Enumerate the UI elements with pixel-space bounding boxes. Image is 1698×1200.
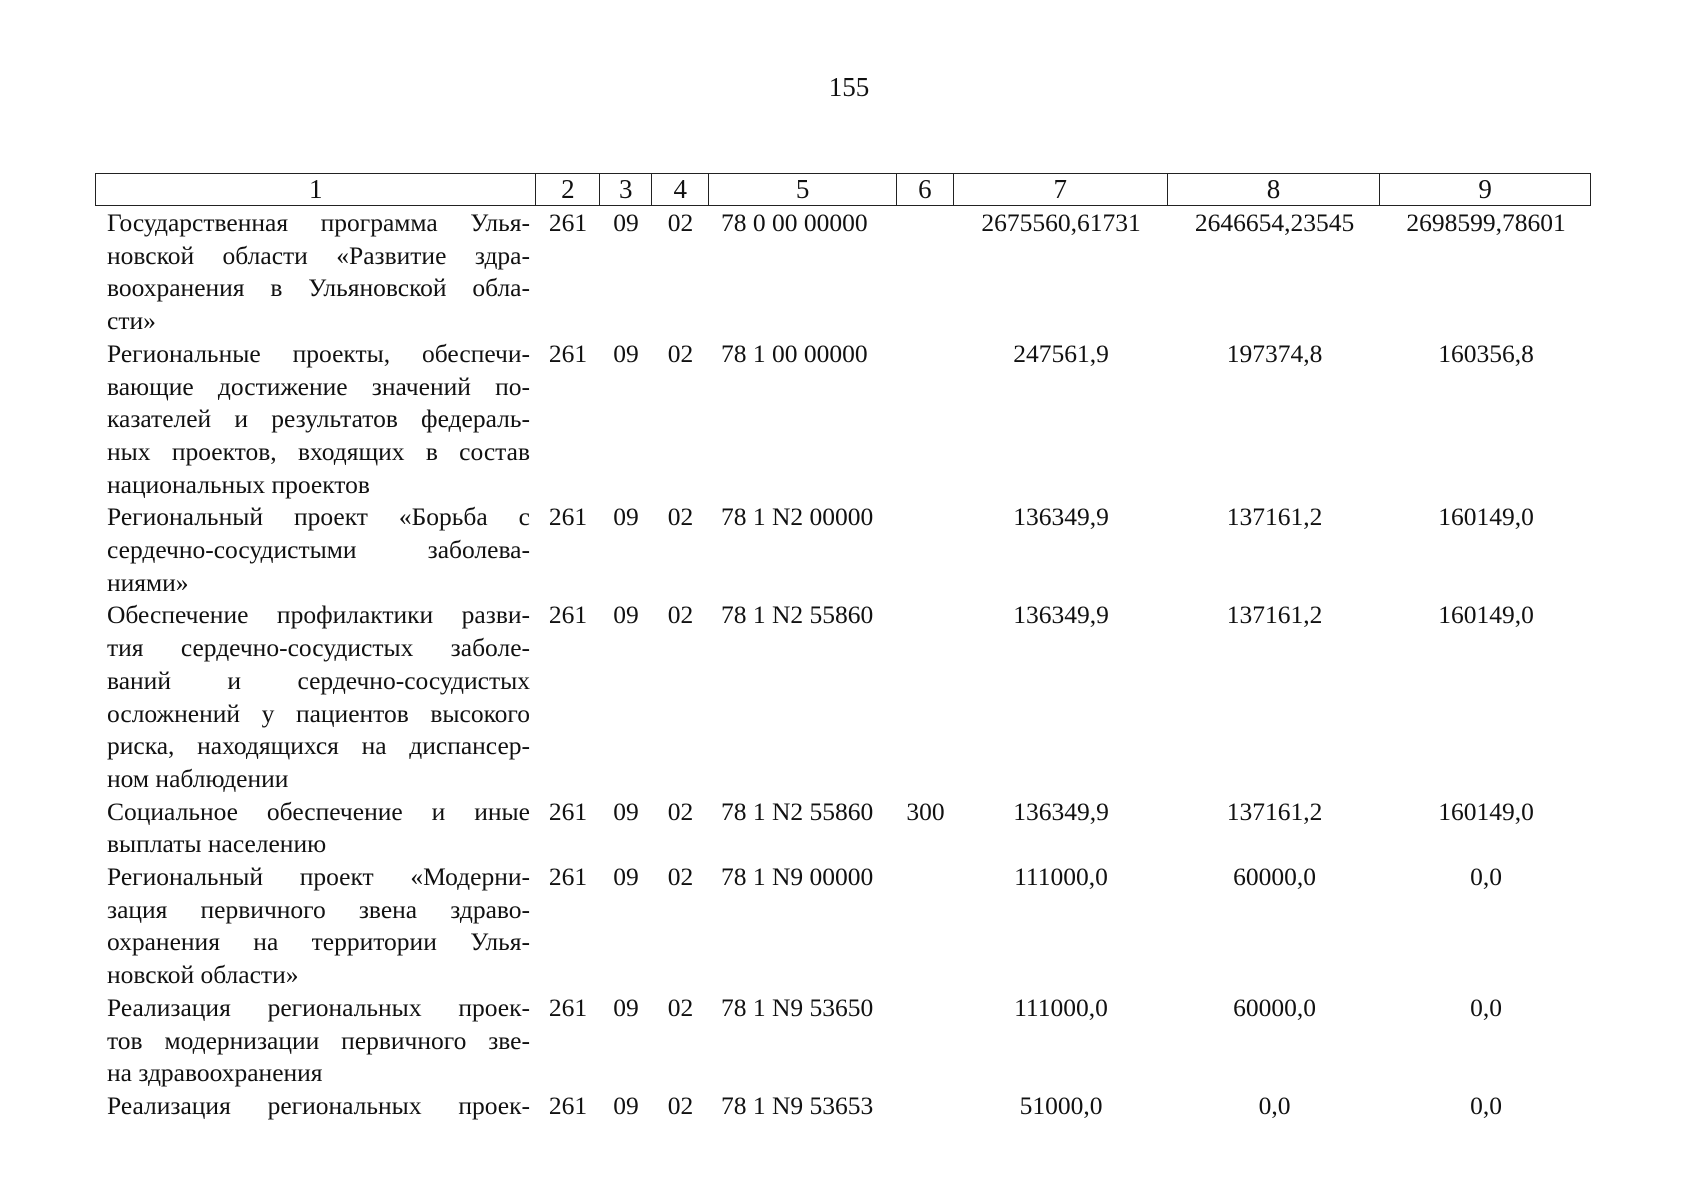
cell-gr: 261 [548,862,588,892]
cell-amount-3: 160149,0 [1438,502,1534,532]
cell-amount-3: 160149,0 [1438,796,1534,826]
cell-vr [897,599,954,795]
table-row [95,861,1591,992]
cell-amount-3: 160149,0 [1438,600,1534,630]
cell-amount-1: 2675560,61731 [981,208,1141,237]
cell-vr [897,992,954,1090]
cell-amount-2: 60000,0 [1233,992,1316,1022]
cell-rz: 09 [613,862,639,892]
cell-csr: 78 0 00 00000 [721,208,868,237]
cell-amount-2: 2646654,23545 [1194,208,1355,237]
row-name-line: сти» [107,306,156,336]
cell-amount-1: 111000,0 [1014,862,1108,892]
row-name-line: ниями» [107,567,189,597]
header-col-6: 6 [897,174,954,205]
row-name-line: новской области «Развитие здра- [107,240,530,270]
cell-gr: 261 [548,338,588,368]
cell-amount-2: 0,0 [1258,1090,1291,1120]
table-row [95,1090,1591,1123]
cell-amount-1: 111000,0 [1014,992,1108,1022]
row-name-line: сердечно-сосудистыми заболева- [107,535,530,565]
row-name-line: зация первичного звена здраво- [107,894,530,924]
cell-pr: 02 [667,796,694,826]
cell-gr: 261 [548,208,588,237]
table-row [95,501,1591,599]
row-name-line: осложнений у пациентов высокого [107,698,530,728]
row-name-line: вающие достижение значений по- [107,371,530,401]
cell-amount-2: 137161,2 [1226,796,1323,826]
cell-pr: 02 [667,502,694,532]
table-row [95,207,1591,338]
row-name-line: на здравоохранения [107,1058,323,1088]
cell-csr: 78 1 N9 53653 [721,1090,874,1120]
cell-amount-1: 136349,9 [1013,502,1109,532]
row-name-line: Обеспечение профилактики разви- [107,600,530,630]
row-name-line: Региональный проект «Модерни- [107,862,530,892]
cell-vr [897,338,954,502]
cell-rz: 09 [613,502,639,532]
cell-pr: 02 [667,992,694,1022]
cell-amount-2: 137161,2 [1226,600,1323,630]
row-name-line: воохранения в Ульяновской обла- [107,273,530,303]
cell-gr: 261 [548,992,588,1022]
cell-amount-3: 0,0 [1470,862,1502,892]
header-col-1: 1 [96,174,536,205]
cell-rz: 09 [613,1090,639,1120]
row-name [95,992,536,1090]
row-name-line: охранения на территории Улья- [107,927,530,957]
cell-amount-3: 2698599,78601 [1406,208,1566,237]
table-header [95,173,1591,206]
table-body [95,207,1591,1123]
cell-csr: 78 1 N2 00000 [721,502,874,532]
row-name-line: казателей и результатов федераль- [107,404,530,434]
row-name-line: выплаты населению [107,829,327,859]
row-name-line: ных проектов, входящих в состав [107,436,530,466]
row-name-line: риска, находящихся на диспансер- [107,731,530,761]
page-number: 155 [828,72,870,102]
cell-pr: 02 [667,338,694,368]
cell-vr [897,861,954,992]
table-row [95,599,1591,795]
cell-amount-1: 136349,9 [1013,600,1109,630]
cell-pr: 02 [667,1090,694,1120]
cell-csr: 78 1 N9 00000 [721,862,874,892]
header-col-3: 3 [600,174,652,205]
row-name-line: Государственная программа Улья- [107,208,530,237]
cell-gr: 261 [548,502,588,532]
cell-vr [897,501,954,599]
header-col-7: 7 [954,174,1168,205]
cell-vr [897,207,954,338]
cell-csr: 78 1 N9 53650 [721,992,874,1022]
row-name [95,861,536,992]
cell-rz: 09 [613,338,639,368]
cell-csr: 78 1 N2 55860 [721,796,874,826]
row-name [95,599,536,795]
cell-rz: 09 [613,992,639,1022]
cell-amount-2: 60000,0 [1233,862,1316,892]
cell-csr: 78 1 00 00000 [721,338,868,368]
row-name-line: Реализация региональных проек- [107,1090,530,1120]
cell-amount-1: 136349,9 [1013,796,1109,826]
cell-amount-1: 247561,9 [1013,338,1109,368]
row-name-line: тов модернизации первичного зве- [107,1025,530,1055]
row-name [95,501,536,599]
cell-gr: 261 [548,600,588,630]
row-name-line: Социальное обеспечение и иные [107,796,530,826]
cell-amount-2: 137161,2 [1226,502,1323,532]
cell-rz: 09 [613,600,639,630]
header-col-5: 5 [709,174,897,205]
cell-amount-2: 197374,8 [1226,338,1323,368]
cell-vr: 300 [906,796,945,826]
row-name-line: новской области» [107,960,299,990]
row-name [95,207,536,338]
row-name [95,796,536,861]
row-name-line: Реализация региональных проек- [107,992,530,1022]
row-name [95,338,536,502]
cell-pr: 02 [667,600,694,630]
header-col-9: 9 [1478,174,1492,204]
table-row [95,338,1591,502]
cell-pr: 02 [667,862,694,892]
cell-amount-3: 0,0 [1470,992,1502,1022]
cell-pr: 02 [667,208,694,237]
row-name-line: Региональный проект «Борьба с [107,502,530,532]
cell-rz: 09 [613,796,639,826]
cell-amount-3: 0,0 [1470,1090,1502,1120]
row-name-line: Региональные проекты, обеспечи- [107,338,530,368]
cell-csr: 78 1 N2 55860 [721,600,874,630]
table-row [95,796,1591,861]
row-name-line: национальных проектов [107,469,370,499]
cell-amount-3: 160356,8 [1438,338,1534,368]
row-name [95,1090,536,1123]
cell-gr: 261 [548,796,588,826]
cell-gr: 261 [548,1090,588,1120]
table-row [95,992,1591,1090]
row-name-line: ваний и сердечно-сосудистых [107,665,530,695]
header-col-8: 8 [1168,174,1381,205]
row-name-line: ном наблюдении [107,763,289,793]
header-col-4: 4 [652,174,709,205]
cell-amount-1: 51000,0 [1019,1090,1103,1120]
row-name-line: тия сердечно-сосудистых заболе- [107,633,530,663]
cell-vr [897,1090,954,1123]
header-col-2: 2 [536,174,600,205]
cell-rz: 09 [613,208,639,237]
